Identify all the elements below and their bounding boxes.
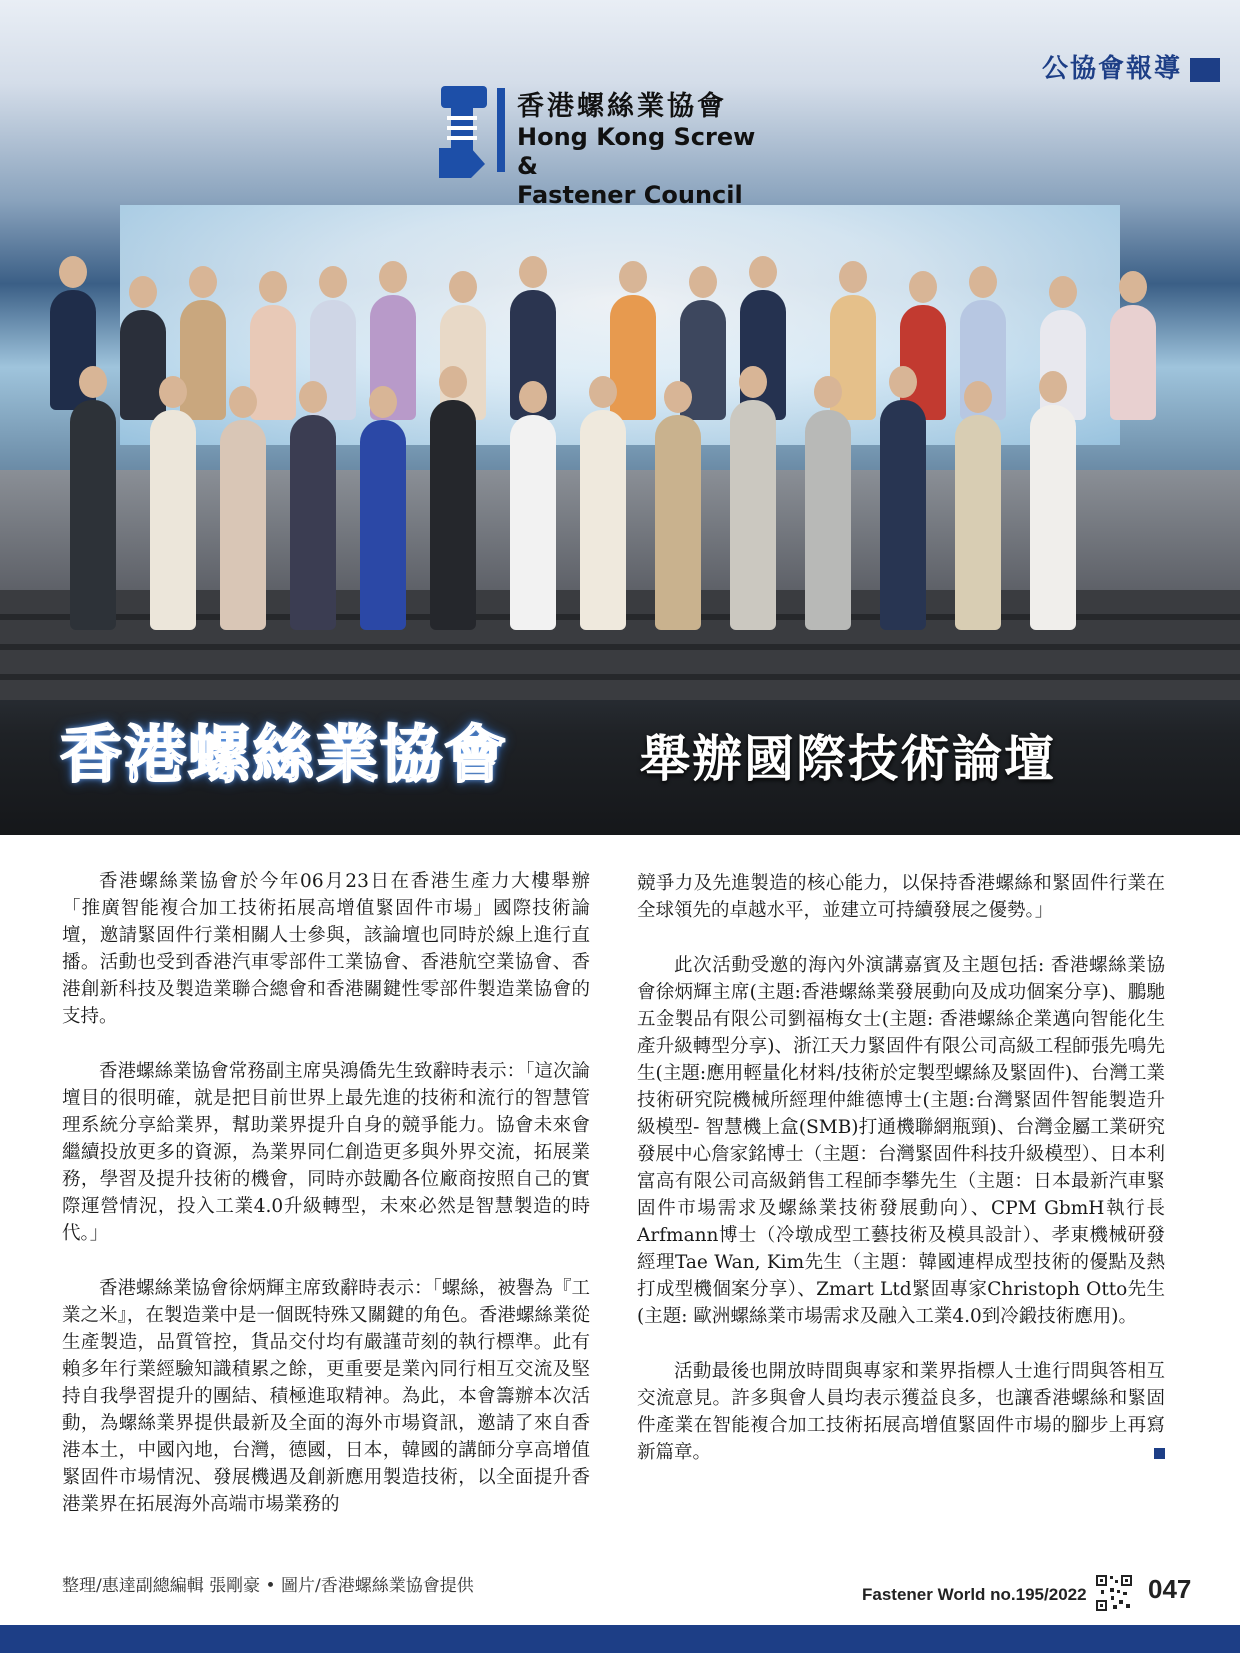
footer-bar bbox=[0, 1625, 1240, 1653]
paragraph-text: 活動最後也開放時間與專家和業界指標人士進行問與答相互交流意見。許多與會人員均表示獲益良多，也讓香港螺絲和緊固件產業在智能複合加工技術拓展高增值緊固件市場的腳步上再寫新篇章。 bbox=[637, 1361, 1165, 1463]
section-tag-bar bbox=[1190, 58, 1220, 82]
paragraph: 香港螺絲業協會常務副主席吳鴻僑先生致辭時表示：「這次論壇目的很明確，就是把目前世界上最先進的技術和流行的智慧管理系統分享給業界，幫助業界提升自身的競爭能力。協會未來會繼續投放更多的資源，為業界同仁創造更多與外界交流，拓展業務，學習及提升技術的機會，同時亦鼓勵各位廠商按照自己的實際運營情況，投入工業4.0升級轉型，未來必然是智慧製造的時代。」 bbox=[62, 1061, 590, 1244]
end-of-article-mark bbox=[1154, 1448, 1165, 1459]
headline-sub: 舉辦國際技術論壇 bbox=[640, 730, 1056, 788]
article-headline bbox=[0, 705, 1240, 815]
logo-text bbox=[517, 84, 777, 210]
logo-chinese-name: 香港螺絲業協會 bbox=[517, 91, 727, 122]
attendee-group bbox=[40, 250, 1200, 670]
qr-code-icon bbox=[1095, 1574, 1133, 1612]
paragraph: 此次活動受邀的海內外演講嘉賓及主題包括: 香港螺絲業協會徐炳輝主席(主題:香港螺絲業發展動向及成功個案分享)、鵬馳五金製品有限公司劉福梅女士(主題: 香港螺絲企業邁向智能化生產升級轉型分享)、浙江天力緊固件有限公司高級工程師張先鳴先生(主題:應用輕量化材料/技術於定製型螺絲及緊固件)、台灣工業技術研究院機械所經理仲維德博士(主題:台灣緊固件智能製造升級模型- 智慧機上盒(SMB)打通機聯網瓶頸)、台灣金屬工業研究發展中心詹家銘博士（主題：台灣緊固件科技升級模型）、日本利富高有限公司高級銷售工程師李攀先生（主題：日本最新汽車緊固件市場需求及螺絲業技術發展動向）、CPM GbmH執行長Arfmann博士（冷墩成型工藝技術及模具設計）、孝東機械研發經理Tae Wan, Kim先生（主題：韓國連桿成型技術的優點及熱打成型機個案分享）、Zmart Ltd緊固專家Christoph Otto先生(主題: 歐洲螺絲業市場需求及融入工業4.0到冷鍛技術應用)。 bbox=[637, 955, 1165, 1327]
logo-english-line-2: Fastener Council bbox=[517, 181, 743, 209]
article-column-left bbox=[62, 868, 590, 1546]
paragraph-continuation: 競爭力及先進製造的核心能力，以保持香港螺絲和緊固件行業在全球領先的卓越水平，並建立可持續發展之優勢。」 bbox=[637, 873, 1165, 921]
paragraph bbox=[637, 1358, 1165, 1466]
article-column-right bbox=[637, 870, 1165, 1494]
section-tag bbox=[1042, 48, 1220, 85]
paragraph: 香港螺絲業協會於今年06月23日在香港生產力大樓舉辦「推廣智能複合加工技術拓展高增值緊固件市場」國際技術論壇，邀請緊固件行業相關人士參與，該論壇也同時於線上進行直播。活動也受到香港汽車零部件工業協會、香港航空業協會、香港創新科技及製造業聯合總會和香港關鍵性零部件製造業協會的支持。 bbox=[62, 871, 590, 1027]
council-logo bbox=[437, 78, 777, 209]
publication-name: Fastener World no.195/2022 bbox=[862, 1585, 1087, 1604]
headline-main: 香港螺絲業協會 bbox=[60, 718, 509, 791]
logo-english-line-1: Hong Kong Screw & bbox=[517, 123, 756, 180]
section-tag-label: 公協會報導 bbox=[1041, 54, 1182, 84]
page-number: 047 bbox=[1148, 1574, 1192, 1604]
paragraph: 香港螺絲業協會徐炳輝主席致辭時表示：「螺絲，被譽為『工業之米』，在製造業中是一個既特殊又關鍵的角色。香港螺絲業從生產製造，品質管控，貨品交付均有嚴謹苛刻的執行標準。此有賴多年行業經驗知識積累之餘，更重要是業內同行相互交流及堅持自我學習提升的團結、積極進取精神。為此，本會籌辦本次活動，為螺絲業界提供最新及全面的海外市場資訊，邀請了來自香港本土，中國內地，台灣，德國，日本，韓國的講師分享高增值緊固件市場情況、發展機遇及創新應用製造技術，以全面提升香港業界在拓展海外高端市場業務的 bbox=[62, 1278, 590, 1515]
photo-credit: 整理/惠達副總編輯 張剛豪 • 圖片/香港螺絲業協會提供 bbox=[62, 1576, 474, 1596]
screw-icon bbox=[437, 78, 517, 178]
